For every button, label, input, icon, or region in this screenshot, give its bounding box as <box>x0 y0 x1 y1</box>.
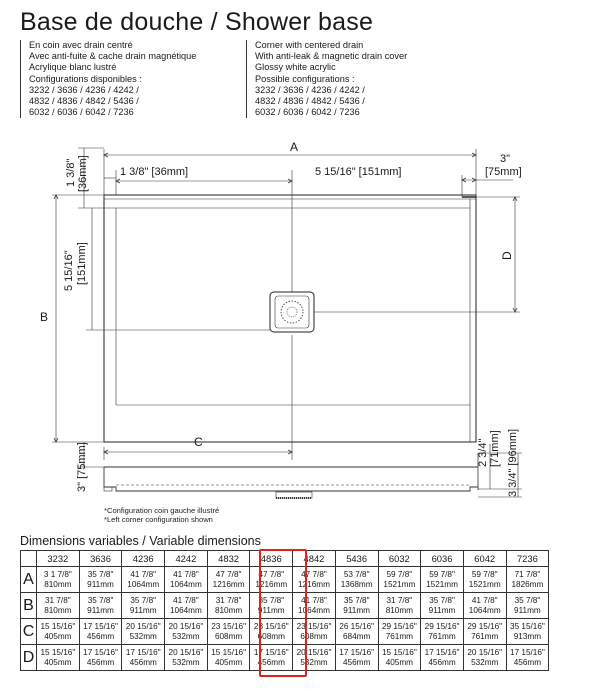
cell-inches: 15 15/16" <box>40 622 76 632</box>
table-cell <box>165 567 208 593</box>
table-cell <box>165 593 208 619</box>
table-cell <box>207 619 250 645</box>
row-label: C <box>21 619 37 645</box>
desc-en-line4: Possible configurations : <box>255 73 355 84</box>
cell-millimeters: 456mm <box>343 657 371 667</box>
column-header: 6036 <box>421 551 464 567</box>
column-header: 4236 <box>122 551 165 567</box>
desc-en-configs1: 3232 / 3636 / 4236 / 4242 / <box>255 84 365 95</box>
label-a: A <box>290 140 299 154</box>
cell-inches: 17 15/16" <box>83 622 118 632</box>
cell-inches: 31 7/8" <box>386 596 413 606</box>
column-header: 3232 <box>37 551 80 567</box>
table-cell <box>207 645 250 671</box>
cell-inches: 35 15/16" <box>510 622 545 632</box>
table-cell <box>293 567 336 593</box>
table-cell <box>79 593 122 619</box>
table-cell <box>207 593 250 619</box>
table-corner-cell <box>21 551 37 567</box>
cell-inches: 31 7/8" <box>45 596 71 606</box>
shower-base-outline <box>104 195 476 442</box>
cell-inches: 35 7/8" <box>343 596 370 606</box>
cell-millimeters: 684mm <box>343 631 371 641</box>
cell-millimeters: 911mm <box>343 605 370 615</box>
table-cell <box>378 619 421 645</box>
side-profile <box>104 453 478 498</box>
table-cell <box>207 567 250 593</box>
dim-height-inner: 2 3/4" <box>477 438 489 467</box>
cell-inches: 47 7/8" <box>215 570 242 580</box>
cell-inches: 41 7/8" <box>173 570 199 580</box>
cell-millimeters: 456mm <box>428 657 456 667</box>
cell-millimeters: 456mm <box>513 657 542 667</box>
cell-millimeters: 1521mm <box>426 579 458 589</box>
cell-millimeters: 608mm <box>257 631 285 641</box>
table-row <box>21 645 549 671</box>
cell-millimeters: 1064mm <box>298 605 330 615</box>
cell-millimeters: 1521mm <box>468 579 501 589</box>
desc-en-line3: Glossy white acrylic <box>255 62 336 73</box>
cell-millimeters: 456mm <box>86 657 115 667</box>
column-header: 3636 <box>79 551 122 567</box>
cell-millimeters: 1216mm <box>255 579 288 589</box>
cell-millimeters: 405mm <box>44 657 72 667</box>
table-cell <box>378 593 421 619</box>
table-cell <box>421 593 464 619</box>
table-cell <box>37 619 80 645</box>
cell-inches: 47 7/8" <box>301 570 327 580</box>
cell-inches: 17 15/16" <box>424 648 460 658</box>
dim-bottom-left: 3" [75mm] <box>76 442 88 492</box>
table-cell <box>463 567 506 593</box>
cell-inches: 23 15/16" <box>211 622 246 632</box>
table-cell <box>293 645 336 671</box>
cell-inches: 41 7/8" <box>173 596 199 606</box>
cell-inches: 29 15/16" <box>467 622 503 632</box>
note-fr: *Configuration coin gauche illustré <box>104 506 220 515</box>
table-row <box>21 593 549 619</box>
desc-fr-line2: Avec anti-fuite & cache drain magnétique <box>29 51 197 62</box>
table-cell <box>250 645 293 671</box>
cell-inches: 15 15/16" <box>40 648 76 658</box>
column-header: 4836 <box>250 551 293 567</box>
cell-millimeters: 913mm <box>513 631 542 641</box>
column-header: 6042 <box>463 551 506 567</box>
cell-millimeters: 456mm <box>86 631 115 641</box>
dim-drain-vertical-mm: [151mm] <box>76 242 88 285</box>
cell-millimeters: 532mm <box>300 657 328 667</box>
cell-inches: 17 15/16" <box>253 648 289 658</box>
cell-millimeters: 761mm <box>428 631 456 641</box>
cell-millimeters: 532mm <box>129 631 157 641</box>
cell-millimeters: 810mm <box>44 605 72 615</box>
table-cell <box>122 567 165 593</box>
table-cell <box>79 645 122 671</box>
dim-height-total: 3 3/4" [96mm] <box>507 428 519 497</box>
desc-fr-configs2: 4832 / 4836 / 4842 / 5436 / <box>29 96 139 107</box>
cell-inches: 23 15/16" <box>253 622 289 632</box>
cell-millimeters: 1064mm <box>169 579 202 589</box>
cell-millimeters: 456mm <box>257 657 285 667</box>
cell-millimeters: 761mm <box>471 631 499 641</box>
table-cell <box>250 619 293 645</box>
label-d: D <box>500 251 514 260</box>
table-cell <box>37 645 80 671</box>
desc-fr-line1: En coin avec drain centré <box>29 40 133 50</box>
dim-drain-offset: 5 15/16" [151mm] <box>315 166 402 178</box>
cell-inches: 17 15/16" <box>125 648 161 658</box>
table-cell <box>335 645 378 671</box>
column-header: 4842 <box>293 551 336 567</box>
cell-inches: 41 7/8" <box>471 596 498 606</box>
desc-fr-configs3: 6032 / 6036 / 6042 / 7236 <box>29 107 134 118</box>
table-cell <box>463 645 506 671</box>
table-cell <box>335 567 378 593</box>
label-b: B <box>40 310 49 324</box>
desc-fr-line3: Acrylique blanc lustré <box>29 62 117 73</box>
dim-right-top: 3" <box>500 153 511 165</box>
dim-right-top-mm: [75mm] <box>485 166 522 178</box>
cell-inches: 23 15/16" <box>296 622 332 632</box>
column-header: 4242 <box>165 551 208 567</box>
dim-top-left: 1 3/8" [36mm] <box>120 166 189 178</box>
row-label: A <box>21 567 37 593</box>
drawing-labels <box>40 140 522 497</box>
cell-millimeters: 1368mm <box>340 579 373 589</box>
table-cell <box>421 645 464 671</box>
desc-en-configs2: 4832 / 4836 / 4842 / 5436 / <box>255 96 365 107</box>
table-cell <box>37 593 80 619</box>
desc-fr-line4: Configurations disponibles : <box>29 73 142 84</box>
dimensions-table <box>20 550 549 671</box>
cell-inches: 47 7/8" <box>258 570 285 580</box>
cell-inches: 17 15/16" <box>510 648 545 658</box>
table-cell <box>122 593 165 619</box>
cell-inches: 20 15/16" <box>168 648 204 658</box>
description-english <box>246 40 466 118</box>
cell-inches: 15 15/16" <box>211 648 246 658</box>
cell-inches: 35 7/8" <box>87 570 114 580</box>
cell-inches: 35 7/8" <box>130 596 157 606</box>
table-cell <box>335 619 378 645</box>
cell-millimeters: 911mm <box>428 605 456 615</box>
cell-inches: 41 7/8" <box>301 596 327 606</box>
table-cell <box>421 619 464 645</box>
table-cell <box>293 619 336 645</box>
cell-millimeters: 405mm <box>385 657 413 667</box>
table-cell <box>165 619 208 645</box>
cell-millimeters: 456mm <box>129 657 157 667</box>
desc-en-line1: Corner with centered drain <box>255 40 364 50</box>
column-header: 5436 <box>335 551 378 567</box>
table-row <box>21 619 549 645</box>
column-header: 7236 <box>506 551 549 567</box>
cell-inches: 29 15/16" <box>381 622 417 632</box>
desc-fr-configs1: 3232 / 3636 / 4236 / 4242 / <box>29 84 139 95</box>
table-title: Dimensions variables / Variable dimensions <box>20 534 261 548</box>
table-cell <box>463 593 506 619</box>
column-header: 4832 <box>207 551 250 567</box>
dim-drain-vertical: 5 15/16" <box>63 250 75 291</box>
cell-inches: 59 7/8" <box>386 570 413 580</box>
table-cell <box>506 567 549 593</box>
cell-inches: 31 7/8" <box>215 596 242 606</box>
cell-inches: 35 7/8" <box>87 596 114 606</box>
table-cell <box>421 567 464 593</box>
table-cell <box>122 619 165 645</box>
cell-inches: 35 7/8" <box>258 596 285 606</box>
cell-inches: 20 15/16" <box>125 622 161 632</box>
table-row <box>21 567 549 593</box>
cell-millimeters: 608mm <box>300 631 328 641</box>
table-cell <box>122 645 165 671</box>
cell-millimeters: 532mm <box>471 657 499 667</box>
table-cell <box>506 593 549 619</box>
cell-inches: 59 7/8" <box>429 570 455 580</box>
cell-millimeters: 911mm <box>129 605 157 615</box>
row-label: D <box>21 645 37 671</box>
table-cell <box>335 593 378 619</box>
arrow-ticks <box>54 153 517 454</box>
drain-symbol <box>270 292 314 332</box>
desc-en-line2: With anti-leak & magnetic drain cover <box>255 51 408 62</box>
table-cell <box>250 567 293 593</box>
cell-millimeters: 1216mm <box>212 579 245 589</box>
cell-millimeters: 1064mm <box>127 579 160 589</box>
table-cell <box>463 619 506 645</box>
table-cell <box>506 619 549 645</box>
column-header: 6032 <box>378 551 421 567</box>
cell-millimeters: 405mm <box>214 657 243 667</box>
cell-inches: 15 15/16" <box>381 648 417 658</box>
cell-inches: 20 15/16" <box>296 648 332 658</box>
cell-millimeters: 911mm <box>87 579 114 589</box>
cell-millimeters: 405mm <box>44 631 72 641</box>
table-cell <box>79 567 122 593</box>
table-cell <box>250 593 293 619</box>
label-c: C <box>194 435 203 449</box>
cell-millimeters: 1064mm <box>169 605 202 615</box>
table-cell <box>378 567 421 593</box>
table-cell <box>378 645 421 671</box>
cell-millimeters: 532mm <box>172 631 200 641</box>
cell-inches: 35 7/8" <box>429 596 455 606</box>
table-cell <box>79 619 122 645</box>
cell-millimeters: 608mm <box>214 631 243 641</box>
shower-base-drawing <box>0 135 594 535</box>
cell-millimeters: 911mm <box>87 605 114 615</box>
table-cell <box>165 645 208 671</box>
technical-drawing <box>0 135 594 535</box>
cell-inches: 29 15/16" <box>424 622 460 632</box>
cell-inches: 59 7/8" <box>471 570 498 580</box>
cell-millimeters: 810mm <box>214 605 243 615</box>
table-cell <box>506 645 549 671</box>
dim-left-side-mm: [36mm] <box>77 155 89 192</box>
cell-inches: 20 15/16" <box>168 622 204 632</box>
cell-millimeters: 810mm <box>385 605 413 615</box>
table-cell <box>293 593 336 619</box>
cell-inches: 71 7/8" <box>514 570 541 580</box>
cell-millimeters: 911mm <box>257 605 285 615</box>
table-body <box>21 567 549 671</box>
table-cell <box>37 567 80 593</box>
cell-millimeters: 1064mm <box>468 605 501 615</box>
note-en: *Left corner configuration shown <box>104 515 213 524</box>
cell-millimeters: 1826mm <box>511 579 544 589</box>
dim-left-side: 1 3/8" <box>65 158 77 187</box>
cell-millimeters: 761mm <box>385 631 413 641</box>
description-french <box>20 40 230 118</box>
cell-millimeters: 911mm <box>514 605 541 615</box>
cell-millimeters: 1521mm <box>383 579 416 589</box>
dimension-lines <box>52 148 522 497</box>
cell-millimeters: 810mm <box>44 579 72 589</box>
table-header-row <box>21 551 549 567</box>
cell-inches: 20 15/16" <box>467 648 503 658</box>
cell-inches: 35 7/8" <box>514 596 541 606</box>
cell-inches: 3 1 7/8" <box>43 570 72 580</box>
cell-inches: 17 15/16" <box>83 648 118 658</box>
cell-inches: 41 7/8" <box>130 570 157 580</box>
cell-millimeters: 1216mm <box>298 579 330 589</box>
cell-millimeters: 532mm <box>172 657 200 667</box>
cell-inches: 26 15/16" <box>339 622 375 632</box>
dim-height-inner-mm: [71mm] <box>489 430 501 467</box>
page-title: Base de douche / Shower base <box>20 8 374 36</box>
desc-en-configs3: 6032 / 6036 / 6042 / 7236 <box>255 107 360 118</box>
cell-inches: 53 7/8" <box>343 570 370 580</box>
cell-inches: 17 15/16" <box>339 648 375 658</box>
row-label: B <box>21 593 37 619</box>
configuration-note <box>104 506 219 524</box>
